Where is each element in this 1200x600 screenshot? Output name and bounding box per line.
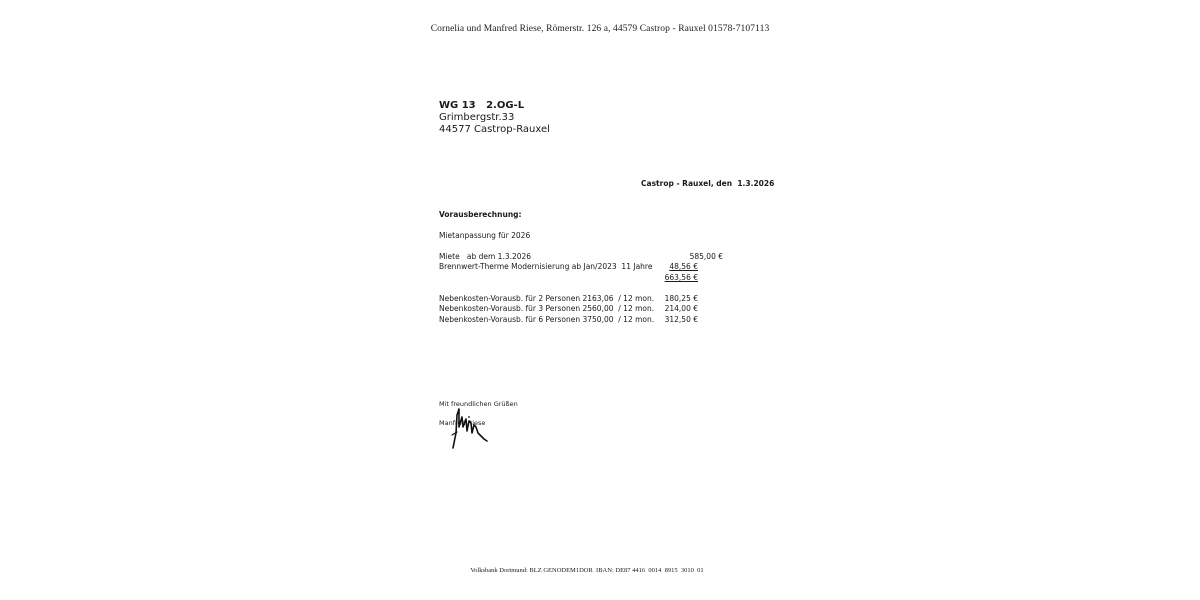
section-subheading: Mietanpassung für 2026	[439, 231, 531, 240]
recipient-line-1: WG 13 2.OG-L	[439, 100, 525, 111]
recipient-line-3: 44577 Castrop-Rauxel	[439, 124, 550, 135]
utility-row-label: Nebenkosten-Vorausb. für 6 Personen 3750,00 / 12 mon.	[439, 315, 655, 324]
closing-salutation: Mit freundlichen Grüßen	[439, 400, 518, 408]
bank-line-text: Volksbank Dortmund: BLZ GENODEM1DOR IBAN: DE87 4416 0014 8915 3010 01	[470, 567, 704, 574]
footer-bank-details	[0, 567, 1200, 574]
utility-row-amount: 214,00 €	[664, 304, 698, 313]
utility-row-label: Nebenkosten-Vorausb. für 2 Personen 2163,06 / 12 mon.	[439, 294, 655, 303]
therme-amount: 48,56 €	[669, 262, 698, 271]
letterhead-sender-line	[0, 24, 1200, 34]
utility-row-label: Nebenkosten-Vorausb. für 3 Personen 2560,00 / 12 mon.	[439, 304, 655, 313]
signer-name: Manfred Riese	[439, 419, 486, 427]
recipient-line-2: Grimbergstr.33	[439, 112, 515, 123]
subtotal-amount: 663,56 €	[664, 273, 698, 282]
place-and-date: Castrop - Rauxel, den 1.3.2026	[641, 179, 775, 188]
therme-label: Brennwert-Therme Modernisierung ab Jan/2023 11 Jahre	[439, 262, 653, 271]
rent-amount: 585,00 €	[689, 252, 723, 261]
rent-label: Miete ab dem 1.3.2026	[439, 252, 532, 261]
sender-line-text: Cornelia und Manfred Riese, Römerstr. 126 a, 44579 Castrop - Rauxel 01578-7107113	[430, 24, 770, 34]
utility-row-amount: 180,25 €	[664, 294, 698, 303]
handwritten-signature	[447, 405, 489, 449]
section-heading: Vorausberechnung:	[439, 210, 522, 219]
utility-row-amount: 312,50 €	[664, 315, 698, 324]
